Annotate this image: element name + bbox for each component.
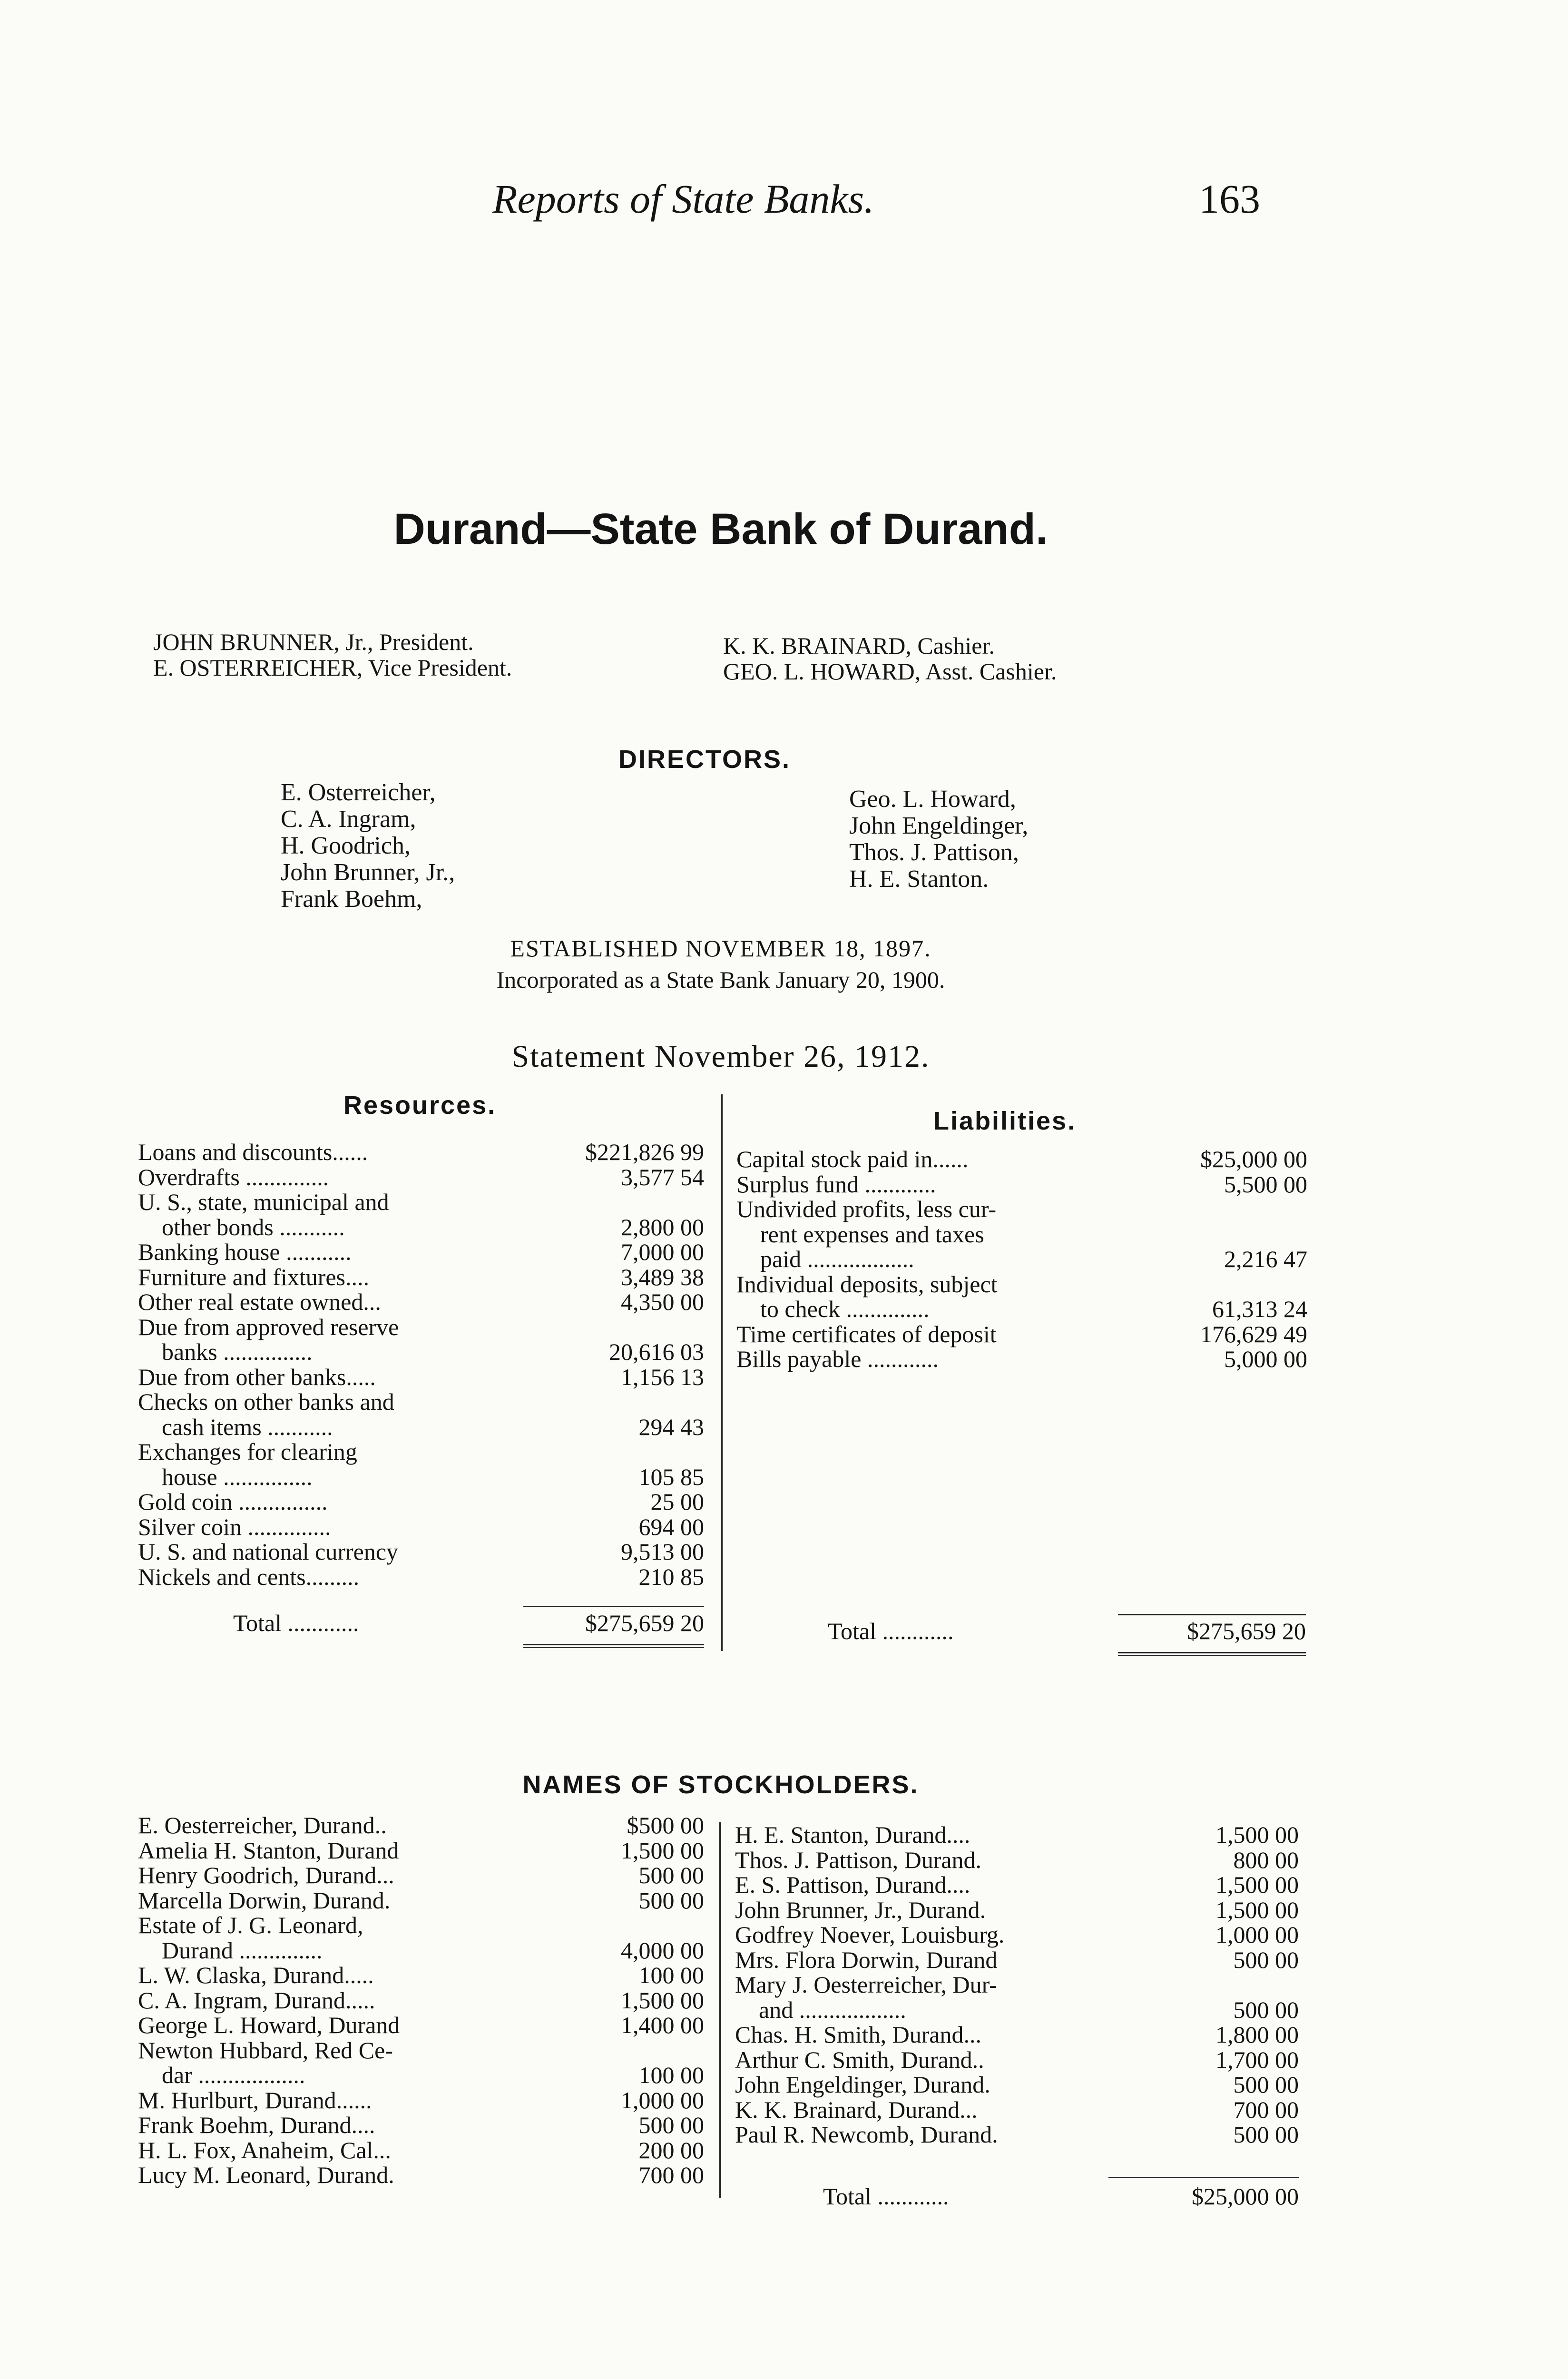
row-label: Individual deposits, subject xyxy=(736,1270,998,1298)
stockholders-heading: NAMES OF STOCKHOLDERS. xyxy=(522,1770,919,1799)
row-amount: 100 00 xyxy=(638,1962,704,1988)
row-amount: $221,826 99 xyxy=(585,1139,704,1165)
row-amount: 1,000 00 xyxy=(621,2086,704,2114)
incorporated-line: Incorporated as a State Bank January 20, 1900. xyxy=(496,966,945,993)
row-amount: 500 00 xyxy=(638,1887,704,1914)
director-name: Geo. L. Howard, xyxy=(849,786,1016,813)
row-label: cash items ........... xyxy=(138,1413,333,1440)
total-amount: $275,659 20 xyxy=(585,1610,704,1636)
row-amount: 1,500 00 xyxy=(1215,1896,1299,1923)
row-amount: 105 85 xyxy=(638,1463,704,1490)
stockholders-divider xyxy=(719,1822,721,2198)
row-label: H. L. Fox, Anaheim, Cal... xyxy=(138,2136,391,2163)
row-label: Mary J. Oesterreicher, Dur- xyxy=(735,1971,997,1998)
established-line: ESTABLISHED NOVEMBER 18, 1897. xyxy=(510,935,931,962)
row-amount: 210 85 xyxy=(638,1563,704,1590)
row-amount: 1,156 13 xyxy=(621,1363,704,1390)
row-amount: 1,400 00 xyxy=(621,2012,704,2038)
liabilities-heading: Liabilities. xyxy=(933,1107,1077,1135)
officer-line: K. K. BRAINARD, Cashier. xyxy=(723,632,995,659)
director-name: E. Osterreicher, xyxy=(281,779,436,806)
row-label: rent expenses and taxes xyxy=(736,1220,984,1248)
total-label: Total ............ xyxy=(828,1618,954,1644)
row-label: H. E. Stanton, Durand.... xyxy=(735,1821,970,1848)
row-amount: 176,629 49 xyxy=(1200,1320,1307,1347)
row-amount: 7,000 00 xyxy=(621,1239,704,1265)
row-label: Durand .............. xyxy=(138,1937,323,1964)
officers-right xyxy=(723,633,1057,684)
row-amount: 61,313 24 xyxy=(1212,1296,1307,1322)
row-amount: 1,500 00 xyxy=(1215,1821,1299,1848)
row-amount: 500 00 xyxy=(638,2112,704,2138)
total-label: Total ............ xyxy=(233,1610,359,1636)
total-amount: $25,000 00 xyxy=(1192,2183,1299,2210)
row-amount: 5,000 00 xyxy=(1224,1346,1307,1372)
row-label: Due from other banks..... xyxy=(138,1363,376,1390)
row-label: Godfrey Noever, Louisburg. xyxy=(735,1921,1005,1948)
row-label: Other real estate owned... xyxy=(138,1288,381,1315)
row-label: E. S. Pattison, Durand.... xyxy=(735,1871,970,1898)
liabilities-total-double-rule xyxy=(1118,1652,1306,1656)
row-amount: 500 00 xyxy=(1233,1946,1299,1973)
row-label: Furniture and fixtures.... xyxy=(138,1263,370,1290)
row-amount: 100 00 xyxy=(638,2062,704,2088)
resources-heading: Resources. xyxy=(343,1091,497,1120)
row-label: Exchanges for clearing xyxy=(138,1438,357,1465)
row-amount: 25 00 xyxy=(650,1488,704,1515)
row-label: Undivided profits, less cur- xyxy=(736,1196,997,1222)
row-label: M. Hurlburt, Durand...... xyxy=(138,2086,372,2114)
row-label: Silver coin .............. xyxy=(138,1513,331,1540)
row-amount: 200 00 xyxy=(638,2136,704,2163)
row-amount: 500 00 xyxy=(638,1862,704,1888)
stockholders-total-rule xyxy=(1108,2177,1299,2178)
row-label: John Engeldinger, Durand. xyxy=(735,2071,990,2098)
directors-right xyxy=(849,786,1028,893)
row-label: Time certificates of deposit xyxy=(736,1320,997,1347)
row-label: Chas. H. Smith, Durand... xyxy=(735,2021,982,2048)
row-amount: 4,350 00 xyxy=(621,1288,704,1315)
row-amount: 5,500 00 xyxy=(1224,1170,1307,1198)
directors-left xyxy=(281,779,455,913)
row-label: K. K. Brainard, Durand... xyxy=(735,2096,978,2123)
row-label: John Brunner, Jr., Durand. xyxy=(735,1896,986,1923)
row-amount: 1,500 00 xyxy=(1215,1871,1299,1898)
row-label: house ............... xyxy=(138,1463,313,1490)
row-amount: $500 00 xyxy=(627,1812,704,1838)
row-label: Capital stock paid in...... xyxy=(736,1146,969,1172)
row-label: Thos. J. Pattison, Durand. xyxy=(735,1846,982,1873)
row-label: banks ............... xyxy=(138,1338,313,1365)
row-label: Arthur C. Smith, Durand.. xyxy=(735,2046,984,2073)
row-amount: 9,513 00 xyxy=(621,1538,704,1565)
row-label: Paul R. Newcomb, Durand. xyxy=(735,2121,998,2148)
officer-line: E. OSTERREICHER, Vice President. xyxy=(153,654,512,681)
row-amount: 1,500 00 xyxy=(621,1837,704,1864)
row-label: Loans and discounts...... xyxy=(138,1139,368,1165)
directors-heading: DIRECTORS. xyxy=(618,745,791,774)
row-label: U. S., state, municipal and xyxy=(138,1189,389,1215)
statement-title: Statement November 26, 1912. xyxy=(511,1039,930,1074)
row-amount: 294 43 xyxy=(638,1413,704,1440)
row-amount: 4,000 00 xyxy=(621,1937,704,1964)
row-amount: 700 00 xyxy=(638,2162,704,2188)
row-label: Henry Goodrich, Durand... xyxy=(138,1862,394,1888)
row-label: E. Oesterreicher, Durand.. xyxy=(138,1812,387,1838)
row-label: Amelia H. Stanton, Durand xyxy=(138,1837,399,1864)
row-label: Marcella Dorwin, Durand. xyxy=(138,1887,391,1914)
row-amount: 2,800 00 xyxy=(621,1213,704,1240)
row-amount: 1,000 00 xyxy=(1215,1921,1299,1948)
row-amount: 3,577 54 xyxy=(621,1163,704,1190)
row-label: to check .............. xyxy=(736,1296,930,1322)
row-label: dar .................. xyxy=(138,2062,305,2088)
total-amount: $275,659 20 xyxy=(1187,1618,1306,1644)
row-amount: 20,616 03 xyxy=(609,1338,704,1365)
row-label: Frank Boehm, Durand.... xyxy=(138,2112,375,2138)
row-label: Nickels and cents......... xyxy=(138,1563,360,1590)
row-label: C. A. Ingram, Durand..... xyxy=(138,1986,375,2014)
row-amount: 500 00 xyxy=(1233,2121,1299,2148)
row-amount: 3,489 38 xyxy=(621,1263,704,1290)
officers-left xyxy=(153,629,512,680)
resources-total-rule xyxy=(523,1606,704,1607)
row-label: U. S. and national currency xyxy=(138,1538,399,1565)
row-label: Overdrafts .............. xyxy=(138,1163,329,1190)
director-name: H. E. Stanton. xyxy=(849,865,989,893)
statement-divider xyxy=(721,1094,723,1651)
row-label: and .................. xyxy=(735,1996,906,2023)
officer-line: JOHN BRUNNER, Jr., President. xyxy=(153,629,474,655)
row-label: Due from approved reserve xyxy=(138,1313,399,1340)
row-label: other bonds ........... xyxy=(138,1213,345,1240)
total-label: Total ............ xyxy=(823,2183,949,2210)
row-label: Lucy M. Leonard, Durand. xyxy=(138,2162,394,2188)
officer-line: GEO. L. HOWARD, Asst. Cashier. xyxy=(723,658,1057,685)
row-amount: 700 00 xyxy=(1233,2096,1299,2123)
row-amount: 2,216 47 xyxy=(1224,1246,1307,1272)
row-label: Checks on other banks and xyxy=(138,1388,394,1415)
running-header: Reports of State Banks. xyxy=(492,176,874,222)
director-name: Thos. J. Pattison, xyxy=(849,839,1019,866)
bank-title: Durand—State Bank of Durand. xyxy=(393,505,1048,553)
row-label: Mrs. Flora Dorwin, Durand xyxy=(735,1946,998,1973)
resources-total-double-rule xyxy=(523,1644,704,1648)
director-name: Frank Boehm, xyxy=(281,885,422,913)
page-number: 163 xyxy=(1199,176,1260,222)
row-amount: 1,800 00 xyxy=(1215,2021,1299,2048)
row-amount: 800 00 xyxy=(1233,1846,1299,1873)
row-amount: 1,500 00 xyxy=(621,1986,704,2014)
director-name: H. Goodrich, xyxy=(281,832,411,859)
director-name: John Brunner, Jr., xyxy=(281,859,455,886)
row-label: Newton Hubbard, Red Ce- xyxy=(138,2036,393,2064)
row-amount: 1,700 00 xyxy=(1215,2046,1299,2073)
row-amount: 500 00 xyxy=(1233,2071,1299,2098)
director-name: C. A. Ingram, xyxy=(281,806,416,833)
row-label: Surplus fund ............ xyxy=(736,1170,936,1198)
row-label: L. W. Claska, Durand..... xyxy=(138,1962,374,1988)
row-amount: 500 00 xyxy=(1233,1996,1299,2023)
row-label: George L. Howard, Durand xyxy=(138,2012,400,2038)
row-label: paid .................. xyxy=(736,1246,914,1272)
row-amount: 694 00 xyxy=(638,1513,704,1540)
row-label: Gold coin ............... xyxy=(138,1488,328,1515)
row-label: Estate of J. G. Leonard, xyxy=(138,1912,363,1938)
row-label: Banking house ........... xyxy=(138,1239,352,1265)
director-name: John Engeldinger, xyxy=(849,812,1029,839)
liabilities-total-rule xyxy=(1118,1614,1306,1615)
row-label: Bills payable ............ xyxy=(736,1346,939,1372)
row-amount: $25,000 00 xyxy=(1200,1146,1307,1172)
